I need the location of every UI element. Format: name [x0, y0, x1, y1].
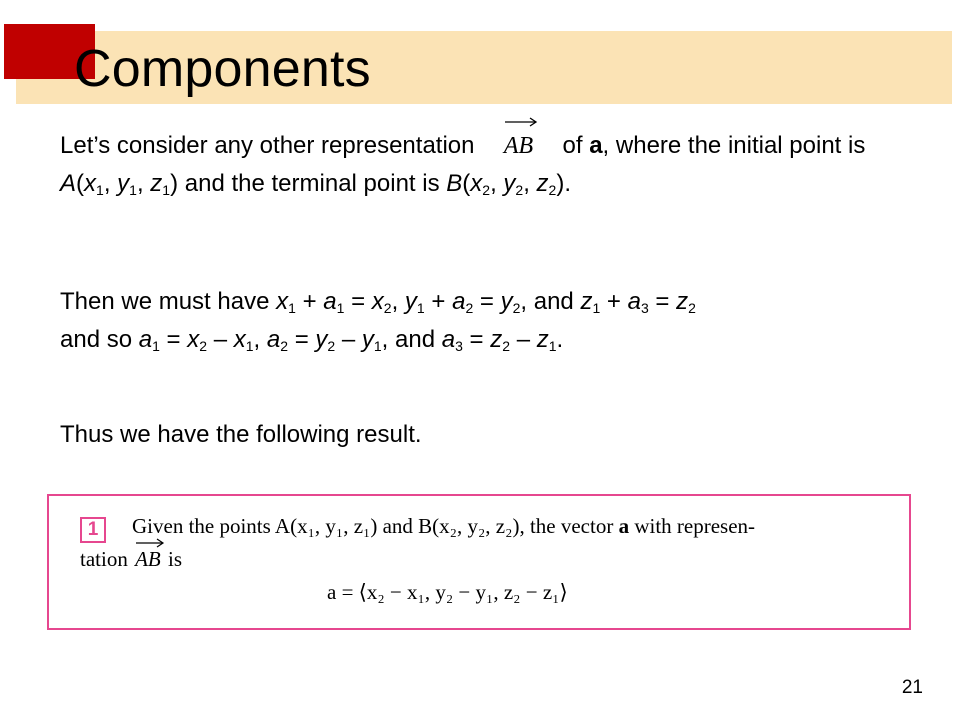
p2-prefix: Then we must have — [60, 288, 270, 315]
paragraph-representation: Let’s consider any other representation AB of a, where the initial point is $A(x_1$, $y_1$, $z_1$) and the terminal point is $B(x_2$, $y_2$, $z_2$). — [60, 127, 920, 203]
theorem-line-1: Given the points A(x₁, y₁, z₁) and B(x₂, y₂, z₂), the vector a with represen- — [132, 514, 756, 538]
vector-arrow-icon — [504, 117, 535, 127]
paragraph-equations: Then we must have $x_1 + a_1 = x_2$, $y_1 + a_2 = y_2$, and $z_1 + a_3 = z_2$ and so $a_1 = x_2 - x_1$, $a_2 = y_2 - y_1$, and $a_3 = z_2 - z_1$. — [60, 288, 696, 354]
p2-prefix-2: and so — [60, 326, 133, 353]
vector-ab: AB — [502, 127, 535, 165]
page-number: 21 — [901, 677, 923, 698]
vector-arrow-icon — [135, 538, 163, 548]
p1-text-1: Let’s consider any other representation — [60, 132, 475, 159]
paragraph-result: Thus we have the following result. — [60, 421, 422, 448]
p1-text-of: of — [562, 132, 583, 159]
p1-text-4: and the terminal point is — [184, 170, 440, 197]
theorem-box — [47, 494, 911, 630]
theorem-formula: a = ⟨x₂ − x₁, y₂ − y₁, z₂ − z₁⟩ — [327, 580, 568, 604]
theorem-vector-ab: AB — [133, 547, 163, 572]
p1-text-3: , where the initial point is — [602, 132, 866, 159]
theorem-line-2: tation AB is — [80, 547, 182, 572]
p1-bold-a: a — [589, 132, 603, 159]
theorem-number: 1 — [80, 517, 106, 543]
slide-title: Components — [74, 40, 371, 98]
